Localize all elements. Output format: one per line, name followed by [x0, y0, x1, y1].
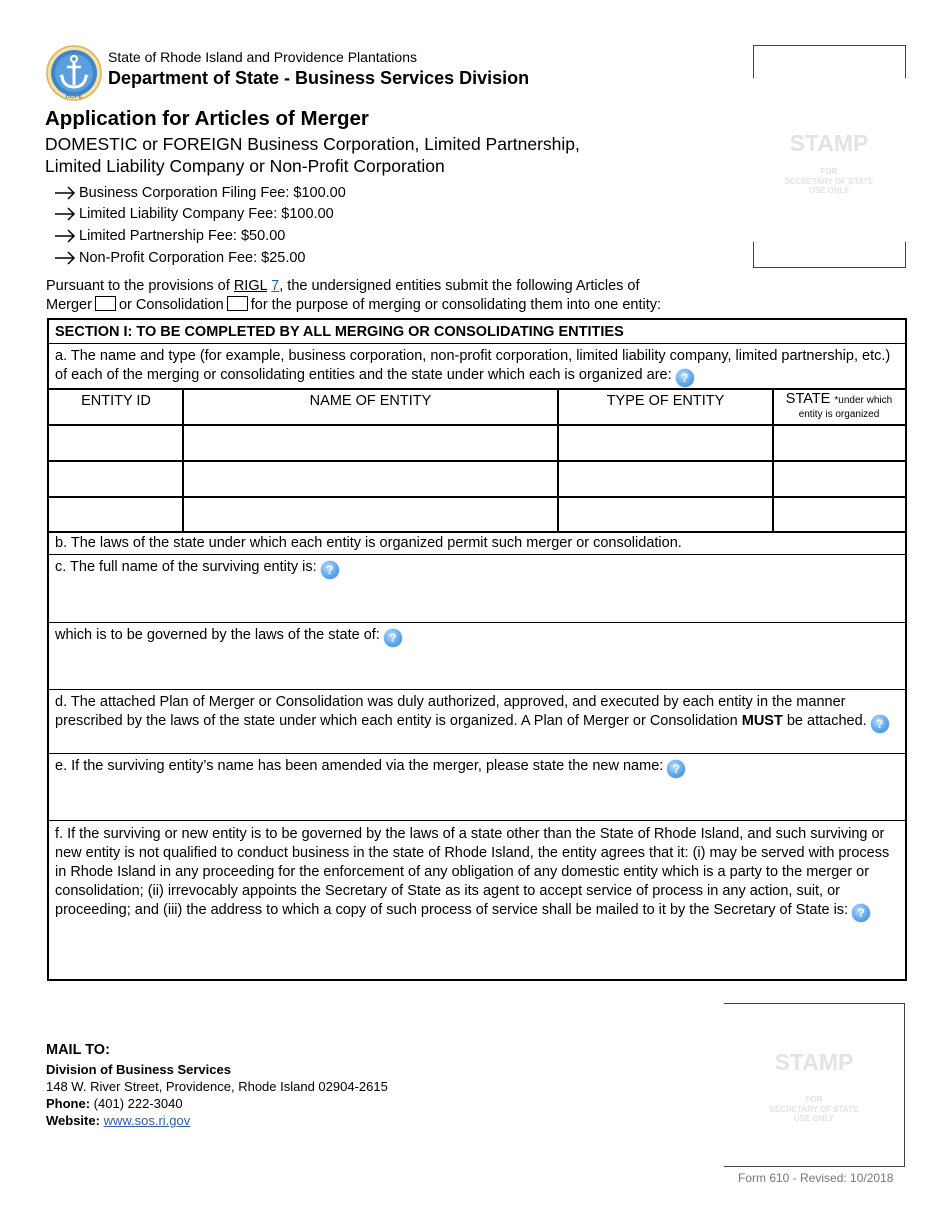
fee-text: Non-Profit Corporation Fee: $25.00: [79, 249, 306, 266]
pursuant-text: for the purpose of merging or consolidating them into one entity:: [250, 297, 662, 313]
question-c-label: c. The full name of the surviving entity is:: [55, 559, 317, 575]
form-number: Form 610 - Revised: 10/2018: [738, 1171, 894, 1185]
merger-checkbox[interactable]: [95, 296, 116, 311]
col-state-note: entity is organized: [798, 409, 880, 420]
phone-label: Phone:: [46, 1096, 91, 1111]
mail-website: [46, 1112, 388, 1129]
stamp-area-top: [753, 45, 905, 268]
stamp-note-line: SECRETARY OF STATE: [784, 176, 874, 186]
consolidation-checkbox[interactable]: [227, 296, 248, 311]
stamp-note-line: SECRETARY OF STATE: [769, 1104, 859, 1114]
fee-text: Limited Liability Company Fee: $100.00: [79, 206, 334, 223]
section-heading-row: [49, 320, 905, 344]
question-d-label: d. The attached Plan of Merger or Consolidation was duly authorized, approved, and executed by each entity in the manner prescribed by the laws of the state under which each entity is organized. A Plan of Merger or Consolidation: [55, 694, 846, 729]
subtitle-line-2: Limited Liability Company or Non-Profit Corporation: [45, 156, 445, 176]
question-d-row: [49, 690, 905, 754]
fee-item: [54, 225, 346, 247]
col-state-label: STATE: [785, 391, 831, 407]
col-state-note: *under which: [834, 395, 893, 406]
help-icon[interactable]: ?: [321, 561, 339, 579]
phone-number: (401) 222-3040: [90, 1096, 183, 1111]
fee-item: [54, 182, 346, 204]
col-entity-id: ENTITY ID: [81, 393, 151, 409]
website-label: Website:: [46, 1113, 100, 1128]
question-e-row[interactable]: [49, 754, 905, 821]
form-title: Application for Articles of Merger: [45, 107, 369, 130]
arrow-right-icon: [54, 186, 76, 200]
website-link[interactable]: www.sos.ri.gov: [103, 1113, 191, 1128]
department-name: Department of State - Business Services Division: [108, 68, 530, 88]
mail-to-address-block: [46, 1061, 388, 1129]
stamp-note-line: FOR: [805, 1095, 823, 1104]
help-icon[interactable]: ?: [384, 629, 402, 647]
arrow-right-icon: [54, 251, 76, 265]
col-state: [773, 393, 905, 421]
table-row-divider: [49, 460, 905, 462]
stamp-bracket-top: [753, 45, 906, 78]
help-icon[interactable]: ?: [871, 715, 889, 733]
stamp-area-bottom: [724, 1003, 905, 1167]
question-f-row[interactable]: [49, 821, 905, 979]
rigl-section-link[interactable]: 7: [271, 278, 280, 294]
mail-division: Division of Business Services: [46, 1062, 231, 1077]
pursuant-text: Pursuant to the provisions of: [46, 278, 234, 294]
fee-item: [54, 247, 346, 269]
stamp-word: STAMP: [789, 130, 869, 156]
question-e-label: e. If the surviving entity’s name has been amended via the merger, please state the new name:: [55, 758, 664, 774]
consolidation-label: or Consolidation: [118, 297, 224, 313]
stamp-note: [753, 167, 905, 196]
arrow-right-icon: [54, 207, 76, 221]
stamp-note-line: FOR: [820, 167, 838, 176]
col-entity-name: NAME OF ENTITY: [309, 393, 432, 409]
must-emphasis: MUST: [741, 713, 783, 729]
pursuant-statement: [46, 277, 906, 315]
help-icon[interactable]: ?: [676, 369, 694, 387]
stamp-bracket-bottom: [753, 242, 906, 268]
fee-list: [54, 182, 346, 268]
pursuant-text: , the undersigned entities submit the following Articles of: [279, 278, 640, 294]
question-a-label: a. The name and type (for example, business corporation, non-profit corporation, limited liability company, limited partnership, etc.) of each of the merging or consolidating entities and the state under which each is organized are:: [55, 348, 891, 383]
subtitle-line-1: DOMESTIC or FOREIGN Business Corporation, Limited Partnership,: [45, 134, 580, 154]
rigl-abbrev: RIGL: [233, 278, 268, 294]
question-d-end: be attached.: [786, 713, 867, 729]
mail-phone: [46, 1095, 388, 1112]
question-b-row: [49, 532, 905, 555]
stamp-note-line: USE ONLY: [808, 186, 850, 195]
fee-text: Limited Partnership Fee: $50.00: [79, 227, 286, 244]
stamp-word: STAMP: [774, 1049, 854, 1075]
table-row-divider: [49, 496, 905, 498]
section-heading: SECTION I: TO BE COMPLETED BY ALL MERGING OR CONSOLIDATING ENTITIES: [55, 324, 624, 340]
col-entity-type: TYPE OF ENTITY: [606, 393, 725, 409]
stamp-note: [724, 1095, 904, 1124]
question-f-label: f. If the surviving or new entity is to be governed by the laws of a state other than the State of Rhode Island, and such surviving or new entity is not qualified to conduct business in the state of Rhode Island, the entity agrees that it: (i) may be served with process in Rhode Island in any proceeding for the enforcement of any obligation of any domestic entity which is a party to the merger or consolidation; (ii) irrevocably appoints the Secretary of State as its agent to accept service of process in any action, suit, or proceeding; and (iii) the address to which a copy of such process of service shall be mailed to it by the Secretary of State is:: [55, 826, 890, 918]
governing-state-row[interactable]: [49, 623, 905, 690]
question-c-row[interactable]: [49, 555, 905, 623]
fee-text: Business Corporation Filing Fee: $100.00: [79, 184, 346, 201]
help-icon[interactable]: ?: [852, 904, 870, 922]
seal-word: HOPE: [65, 94, 83, 100]
question-b-text: b. The laws of the state under which each entity is organized permit such merger or consolidation.: [55, 535, 682, 551]
help-icon[interactable]: ?: [667, 760, 685, 778]
form-subtitle: [45, 133, 665, 177]
question-a-text: [49, 344, 905, 387]
table-row-divider: [49, 424, 905, 426]
stamp-note-line: USE ONLY: [793, 1114, 835, 1123]
fee-item: [54, 204, 346, 226]
mail-to-label: MAIL TO:: [46, 1042, 110, 1058]
mail-address: 148 W. River Street, Providence, Rhode Island 02904-2615: [46, 1079, 388, 1094]
table-top-border: [49, 388, 905, 390]
rhode-island-seal-icon: [46, 45, 102, 101]
governing-state-label: which is to be governed by the laws of the state of:: [55, 627, 380, 643]
arrow-right-icon: [54, 229, 76, 243]
section-1-form: [47, 318, 907, 981]
merger-label: Merger: [46, 297, 92, 313]
state-name: State of Rhode Island and Providence Plantations: [108, 49, 417, 65]
question-a-row: [49, 344, 905, 389]
